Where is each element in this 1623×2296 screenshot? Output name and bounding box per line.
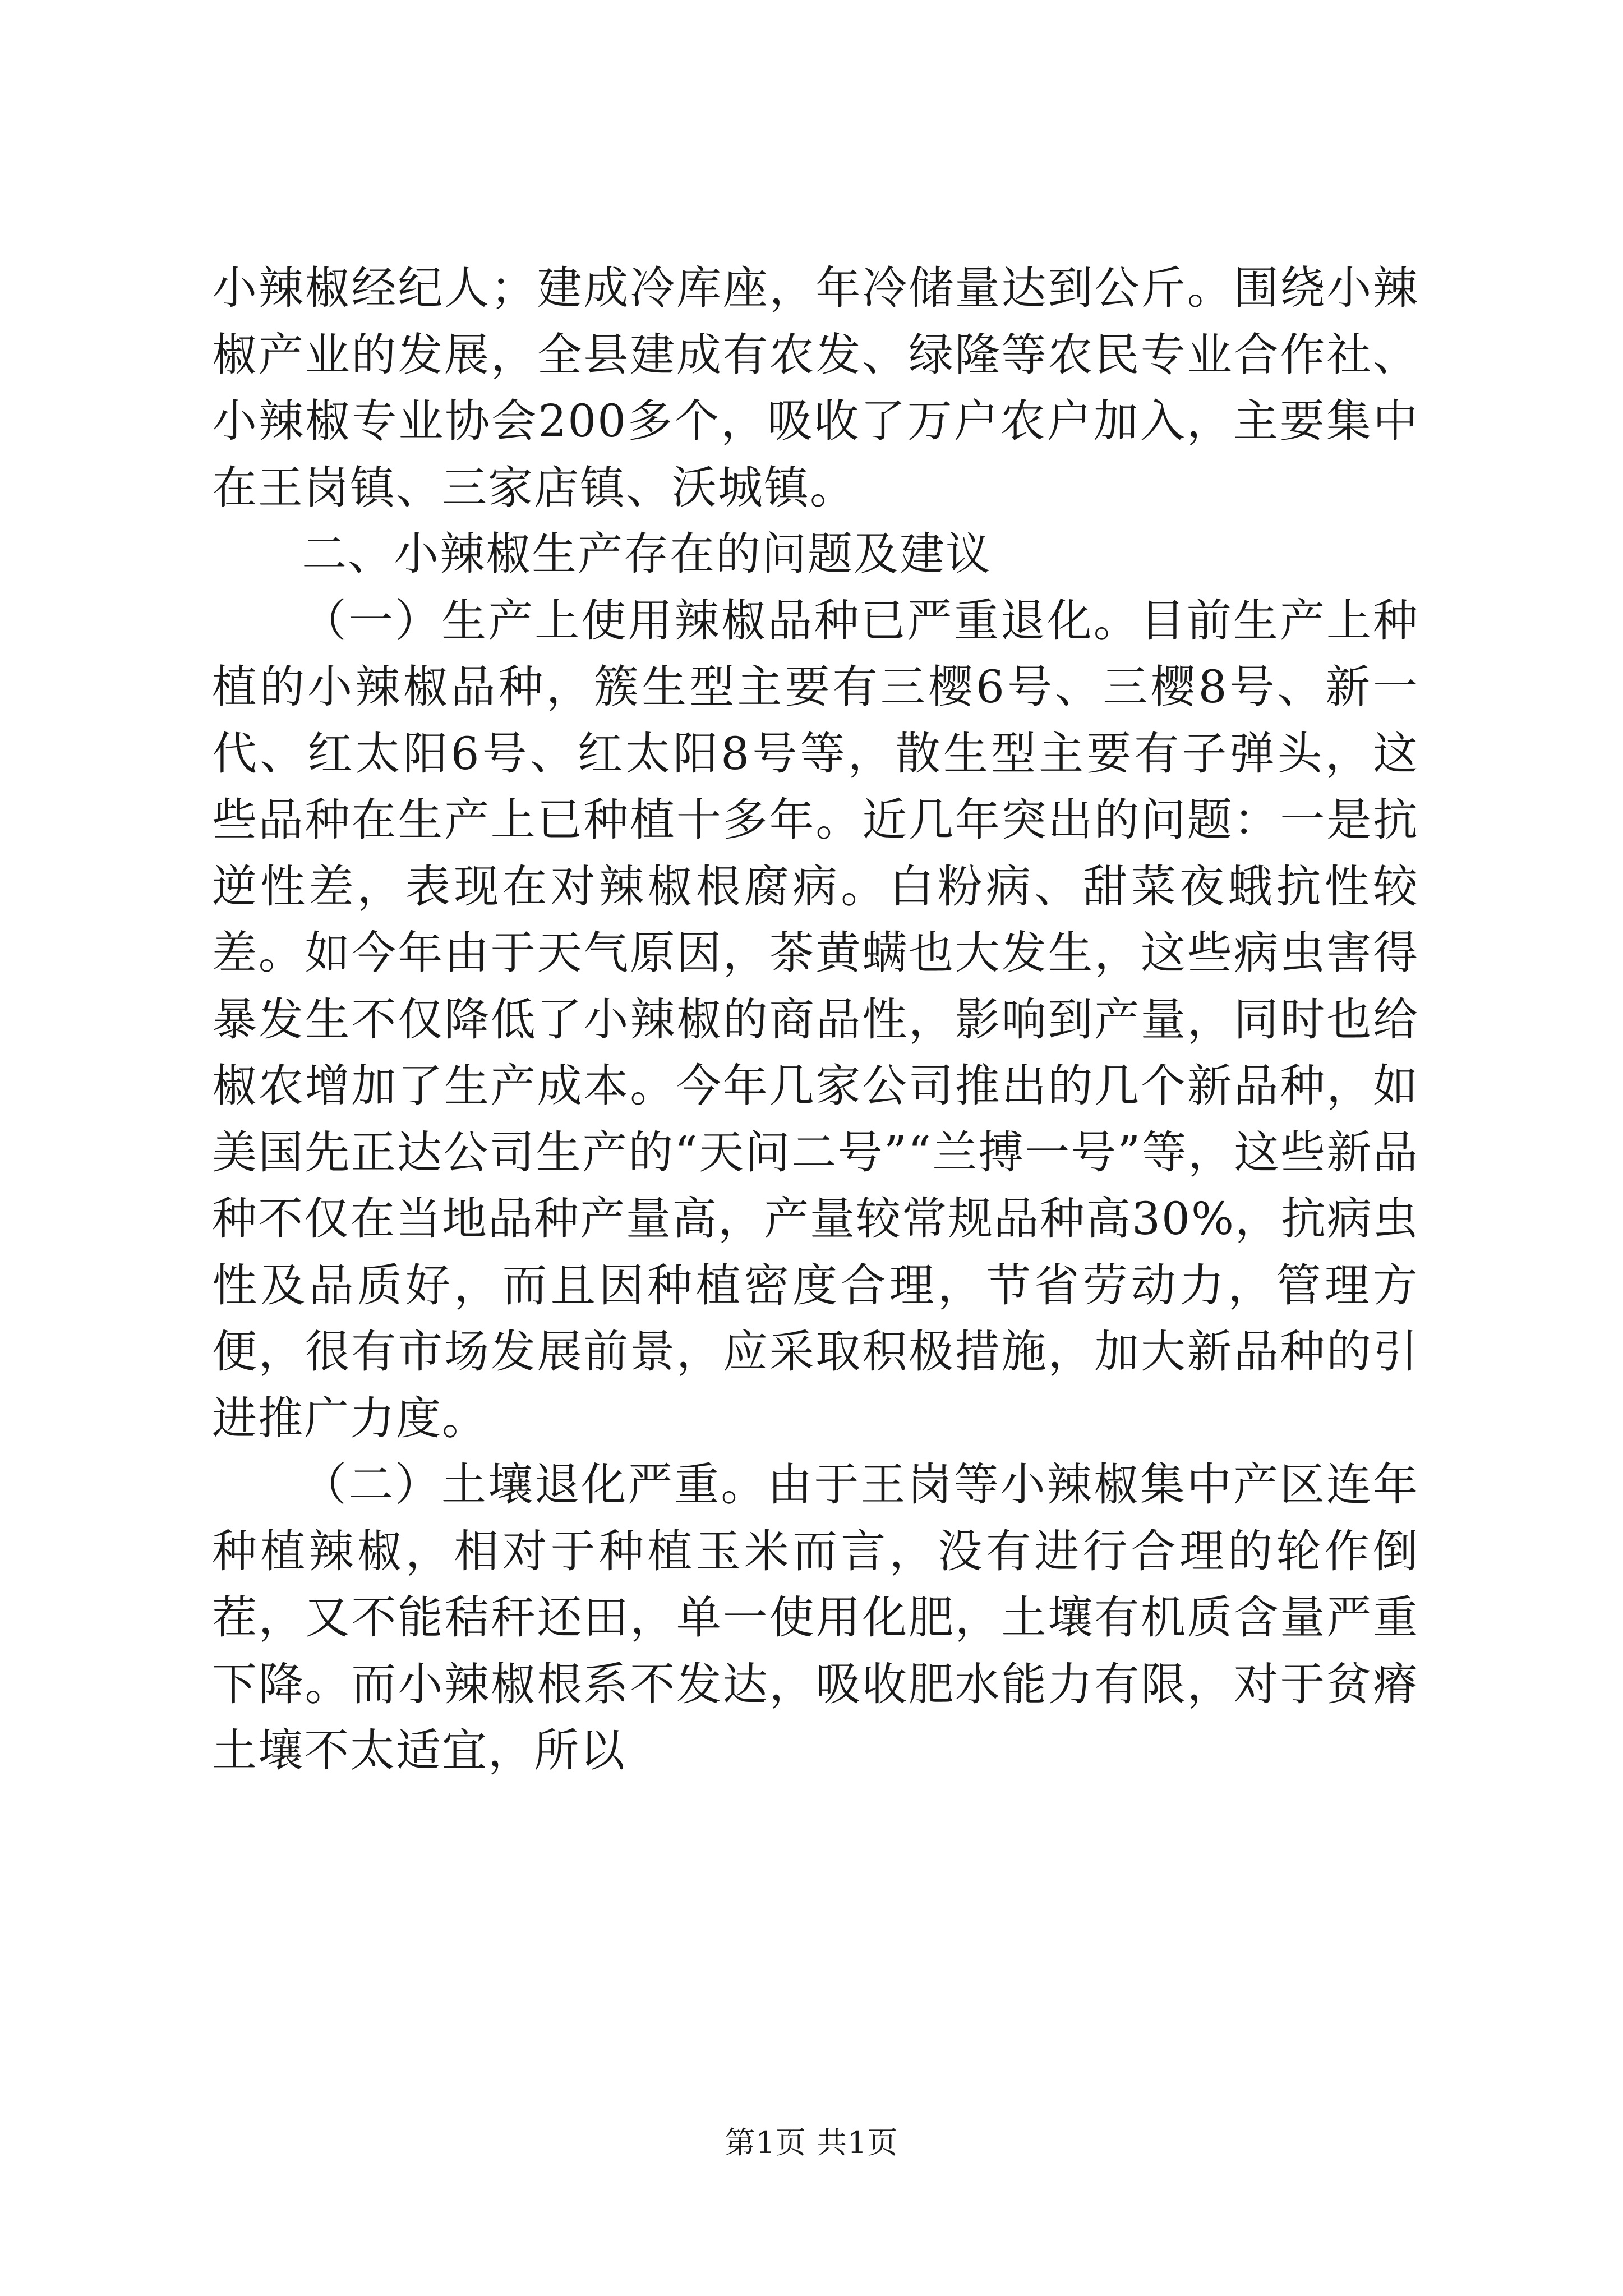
section-heading: 二、小辣椒生产存在的问题及建议 [302,528,992,580]
paragraph-2: （一）生产上使用辣椒品种已严重退化。目前生产上种植的小辣椒品种，簇生型主要有三樱6号、三樱8号、新一代、红太阳6号、红太阳8号等，散生型主要有子弹头，这些品种在生产上已种植十多年。近几年突出的问题：一是抗逆性差，表现在对辣椒根腐病。白粉病、甜菜夜蛾抗性较差。如今年由于天气原因，茶黄螨也大发生，这些病虫害得暴发生不仅降低了小辣椒的商品性，影响到产量，同时也给椒农增加了生产成本。今年几家公司推出的几个新品种，如美国先正达公司生产的“天问二号”“兰搏一号”等，这些新品种不仅在当地品种产量高，产量较常规品种高30%，抗病虫性及品质好，而且因种植密度合理，节省劳动力，管理方便，很有市场发展前景，应采取积极措施，加大新品种的引进推广力度。 [212,594,1419,1444]
page-footer: 第1页 共1页 [725,2125,898,2160]
paragraph-3: （二）土壤退化严重。由于王岗等小辣椒集中产区连年种植辣椒，相对于种植玉米而言，没有进行合理的轮作倒茬，又不能秸秆还田，单一使用化肥，土壤有机质含量严重下降。而小辣椒根系不发达，吸收肥水能力有限，对于贫瘠土壤不太适宜，所以 [212,1458,1419,1777]
document-body [212,255,1419,1784]
paragraph-1: 小辣椒经纪人；建成冷库座，年冷储量达到公斤。围绕小辣椒产业的发展，全县建成有农发、绿隆等农民专业合作社、小辣椒专业协会200多个，吸收了万户农户加入，主要集中在王岗镇、三家店镇、沃城镇。 [212,262,1419,514]
